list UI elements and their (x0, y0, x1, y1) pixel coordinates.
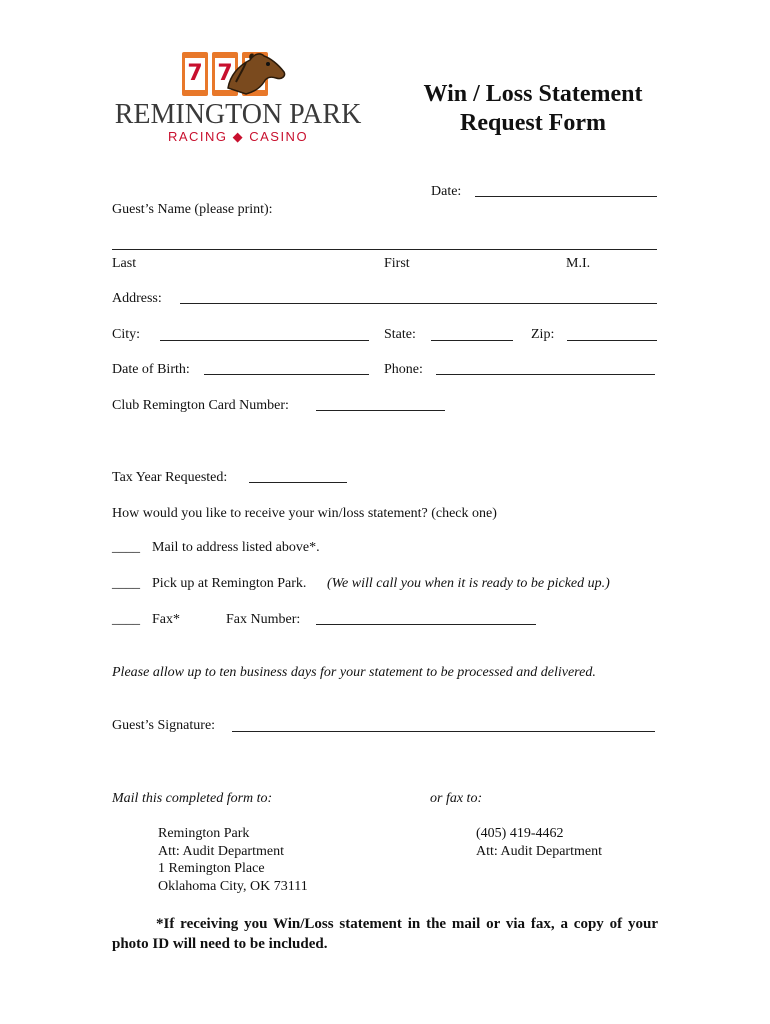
phone-label: Phone: (384, 362, 423, 377)
fax-number-value: (405) 419-4462 (476, 826, 564, 841)
form-title (402, 80, 664, 138)
mail-option-checkbox[interactable]: ____ (112, 540, 140, 555)
mail-address-line: Oklahoma City, OK 73111 (158, 879, 308, 894)
last-name-caption: Last (112, 256, 137, 271)
address-field[interactable] (180, 303, 657, 304)
city-field[interactable] (160, 340, 369, 341)
date-field[interactable] (475, 196, 657, 197)
state-field[interactable] (431, 340, 513, 341)
first-name-caption: First (384, 256, 410, 271)
address-label: Address: (112, 291, 162, 306)
tax-year-label: Tax Year Requested: (112, 470, 228, 485)
pickup-option-label: Pick up at Remington Park. (152, 576, 307, 591)
fax-to-label: or fax to: (430, 791, 483, 806)
date-of-birth-field[interactable] (204, 374, 369, 375)
signature-label: Guest’s Signature: (112, 718, 216, 733)
remington-park-logo (112, 48, 364, 148)
photo-id-requirement-note (112, 914, 658, 954)
seven-symbol: 7 (217, 61, 233, 86)
slot-reel-left (182, 52, 208, 96)
fax-option-label: Fax* (152, 612, 180, 627)
fax-number-label: Fax Number: (226, 612, 301, 627)
tax-year-field[interactable] (249, 482, 347, 483)
logo-subtitle: RACING ◆ CASINO (167, 129, 309, 144)
guest-name-label: Guest’s Name (please print): (112, 202, 273, 217)
seven-symbol: 7 (187, 61, 203, 86)
mail-address-line: Att: Audit Department (158, 844, 284, 859)
mail-to-label: Mail this completed form to: (112, 791, 273, 806)
fax-attention-line: Att: Audit Department (476, 844, 602, 859)
signature-field[interactable] (232, 731, 655, 732)
processing-time-note: Please allow up to ten business days for your statement to be processed and delivered. (112, 665, 596, 680)
form-title-line1: Win / Loss Statement (423, 81, 643, 107)
zip-label: Zip: (531, 327, 555, 342)
club-card-field[interactable] (316, 410, 445, 411)
receive-method-question: How would you like to receive your win/loss statement? (check one) (112, 506, 497, 521)
city-label: City: (112, 327, 141, 342)
pickup-option-checkbox[interactable]: ____ (112, 576, 140, 591)
pickup-option-note: (We will call you when it is ready to be picked up.) (327, 576, 610, 591)
date-of-birth-label: Date of Birth: (112, 362, 190, 377)
logo-wordmark: REMINGTON PARK (114, 99, 362, 130)
guest-name-field[interactable] (112, 249, 657, 250)
middle-initial-caption: M.I. (566, 256, 591, 271)
club-card-label: Club Remington Card Number: (112, 398, 289, 413)
photo-id-requirement-text: *If receiving you Win/Loss statement in the mail or via fax, a copy of your photo ID will need to be included. (112, 916, 658, 952)
mail-address-line: 1 Remington Place (158, 861, 265, 876)
form-title-line2: Request Form (460, 110, 606, 136)
horse-head-icon (220, 48, 290, 98)
fax-option-checkbox[interactable]: ____ (112, 612, 140, 627)
fax-number-field[interactable] (316, 624, 536, 625)
mail-address-line: Remington Park (158, 826, 250, 841)
phone-field[interactable] (436, 374, 655, 375)
state-label: State: (384, 327, 416, 342)
date-label: Date: (431, 184, 462, 199)
zip-field[interactable] (567, 340, 657, 341)
mail-option-label: Mail to address listed above*. (152, 540, 320, 555)
